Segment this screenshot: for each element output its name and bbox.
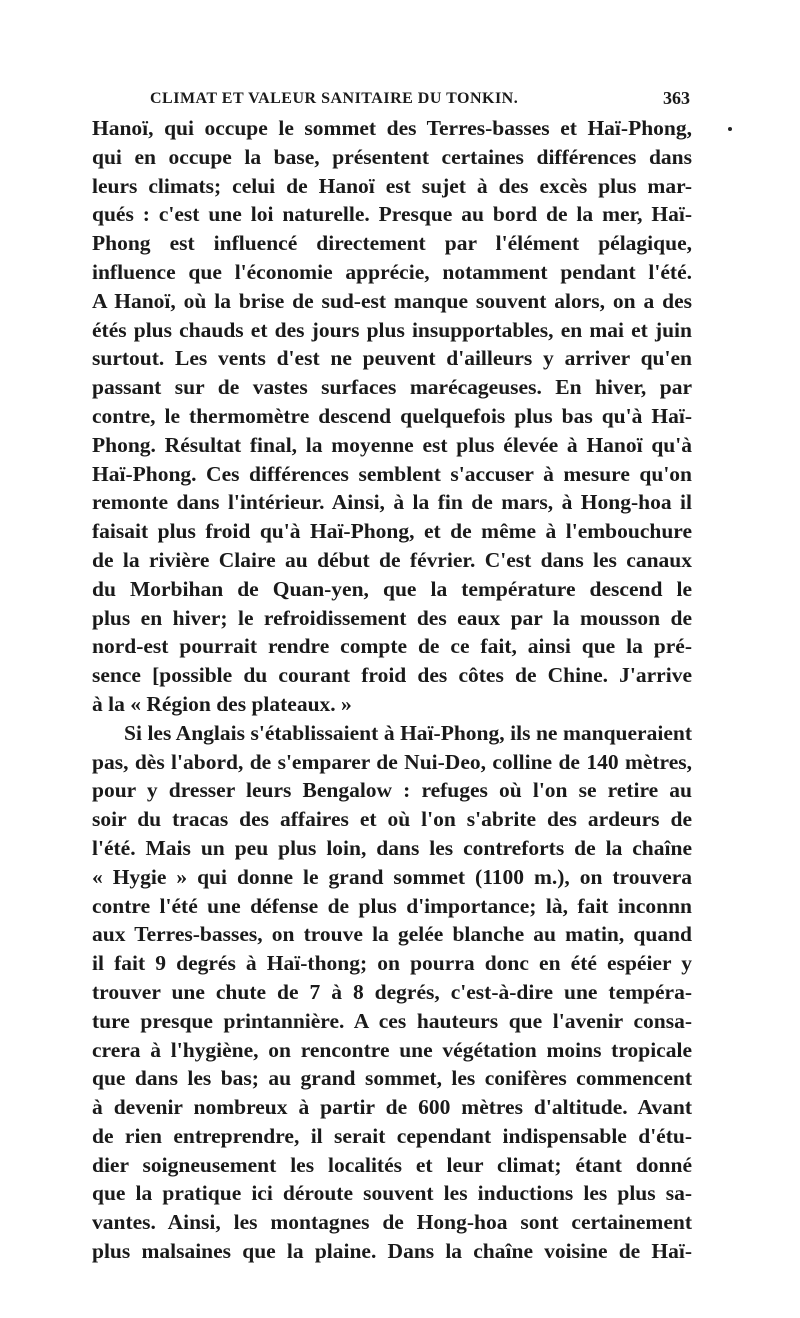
text-line: à devenir nombreux à partir de 600 mètres d'altitude. Avant (92, 1095, 692, 1120)
text-line: remonte dans l'intérieur. Ainsi, à la fin de mars, à Hong-hoa il (92, 490, 692, 515)
text-line: pas, dès l'abord, de s'emparer de Nui-Deo, colline de 140 mètres, (92, 749, 692, 774)
text-line: qués : c'est une loi naturelle. Presque au bord de la mer, Haï- (92, 202, 692, 227)
paragraph-start-line: Si les Anglais s'établissaient à Haï-Phong, ils ne manqueraient (124, 720, 692, 745)
page-header (150, 88, 690, 112)
text-line: faisait plus froid qu'à Haï-Phong, et de même à l'embouchure (92, 519, 692, 544)
text-line: étés plus chauds et des jours plus insupportables, en mai et juin (92, 317, 692, 342)
text-line: vantes. Ainsi, les montagnes de Hong-hoa sont certainement (92, 1210, 692, 1235)
text-line: aux Terres-basses, on trouve la gelée blanche au matin, quand (92, 922, 692, 947)
text-line: qui en occupe la base, présentent certaines différences dans (92, 144, 692, 169)
text-line: que la pratique ici déroute souvent les inductions les plus sa- (92, 1181, 692, 1206)
text-line: du Morbihan de Quan-yen, que la température descend le (92, 576, 692, 601)
text-line: influence que l'économie apprécie, notamment pendant l'été. (92, 259, 692, 284)
text-line: nord-est pourrait rendre compte de ce fait, ainsi que la pré- (92, 634, 692, 659)
text-line: plus en hiver; le refroidissement des eaux par la mousson de (92, 605, 692, 630)
text-line: « Hygie » qui donne le grand sommet (1100 m.), on trouvera (92, 864, 692, 889)
text-line: leurs climats; celui de Hanoï est sujet à des excès plus mar- (92, 173, 692, 198)
text-line: il fait 9 degrés à Haï-thong; on pourra donc en été espéier y (92, 951, 692, 976)
text-line: contre l'été une défense de plus d'importance; là, fait inconnn (92, 893, 692, 918)
text-line: l'été. Mais un peu plus loin, dans les contreforts de la chaîne (92, 835, 692, 860)
running-title: CLIMAT ET VALEUR SANITAIRE DU TONKIN. (150, 90, 519, 107)
body-text (92, 114, 692, 1266)
text-line: Phong est influencé directement par l'élément pélagique, (92, 231, 692, 256)
text-line: de rien entreprendre, il serait cependant indispensable d'étu- (92, 1123, 692, 1148)
text-line: plus malsaines que la plaine. Dans la chaîne voisine de Haï- (92, 1239, 692, 1264)
text-line: contre, le thermomètre descend quelquefois plus bas qu'à Haï- (92, 403, 692, 428)
text-line: Phong. Résultat final, la moyenne est plus élevée à Hanoï qu'à (92, 432, 692, 457)
text-line: ture presque printannière. A ces hauteurs que l'avenir consa- (92, 1008, 692, 1033)
text-line: Hanoï, qui occupe le sommet des Terres-basses et Haï-Phong, (92, 116, 692, 140)
text-line: de la rivière Claire au début de février. C'est dans les canaux (92, 547, 692, 572)
page-number: 363 (663, 88, 690, 108)
text-line: dier soigneusement les localités et leur climat; étant donné (92, 1152, 692, 1177)
text-line: Haï-Phong. Ces différences semblent s'accuser à mesure qu'on (92, 461, 692, 486)
ink-speck (728, 127, 732, 131)
text-line: que dans les bas; au grand sommet, les conifères commencent (92, 1066, 692, 1091)
text-line: passant sur de vastes surfaces marécageuses. En hiver, par (92, 375, 692, 400)
text-line: sence [possible du courant froid des côtes de Chine. J'arrive (92, 663, 692, 688)
text-line: pour y dresser leurs Bengalow : refuges où l'on se retire au (92, 778, 692, 803)
text-line: crera à l'hygiène, on rencontre une végétation moins tropicale (92, 1037, 692, 1062)
text-line: trouver une chute de 7 à 8 degrés, c'est-à-dire une tempéra- (92, 979, 692, 1004)
text-line: soir du tracas des affaires et où l'on s'abrite des ardeurs de (92, 807, 692, 832)
paragraph-end-line: à la « Région des plateaux. » (92, 691, 352, 716)
text-line: A Hanoï, où la brise de sud-est manque souvent alors, on a des (92, 288, 692, 313)
text-line: surtout. Les vents d'est ne peuvent d'ailleurs y arriver qu'en (92, 346, 692, 371)
